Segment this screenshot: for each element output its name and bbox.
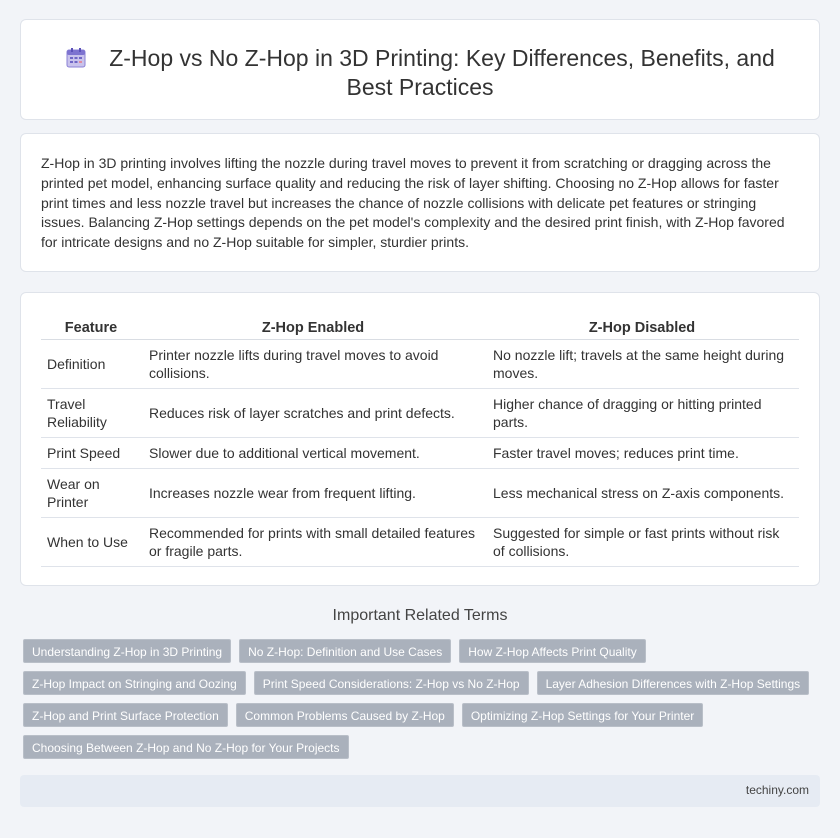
enabled-cell: Slower due to additional vertical movement.	[141, 437, 485, 468]
footer	[20, 775, 820, 807]
enabled-cell: Printer nozzle lifts during travel moves to avoid collisions.	[141, 339, 485, 388]
related-term-tag[interactable]: No Z-Hop: Definition and Use Cases	[239, 639, 451, 663]
table-row	[41, 339, 799, 388]
table-row	[41, 437, 799, 468]
tag-row	[23, 735, 803, 759]
disabled-cell: No nozzle lift; travels at the same height during moves.	[485, 339, 799, 388]
feature-cell: Definition	[41, 339, 141, 388]
tag-row	[23, 703, 803, 727]
enabled-cell: Increases nozzle wear from frequent lifting.	[141, 468, 485, 517]
related-term-tag[interactable]: Layer Adhesion Differences with Z-Hop Settings	[537, 671, 810, 695]
disabled-cell: Less mechanical stress on Z-axis components.	[485, 468, 799, 517]
disabled-cell: Suggested for simple or fast prints without risk of collisions.	[485, 517, 799, 566]
feature-cell: Print Speed	[41, 437, 141, 468]
tag-row	[23, 639, 803, 663]
related-term-tag[interactable]: Print Speed Considerations: Z-Hop vs No Z-Hop	[254, 671, 529, 695]
page-title: Z-Hop vs No Z-Hop in 3D Printing: Key Differences, Benefits, and Best Practices	[109, 45, 775, 100]
feature-cell: When to Use	[41, 517, 141, 566]
table-header-row	[41, 313, 799, 339]
enabled-cell: Reduces risk of layer scratches and print defects.	[141, 388, 485, 437]
related-term-tag[interactable]: Understanding Z-Hop in 3D Printing	[23, 639, 231, 663]
footer-site-link[interactable]: techiny.com	[745, 783, 809, 797]
comparison-card	[20, 292, 820, 586]
page-title-wrap	[51, 44, 789, 102]
table-row	[41, 468, 799, 517]
intro-card	[20, 133, 820, 272]
related-term-tag[interactable]: How Z-Hop Affects Print Quality	[459, 639, 646, 663]
related-terms-heading: Important Related Terms	[332, 607, 508, 624]
table-row	[41, 517, 799, 566]
related-term-tag[interactable]: Choosing Between Z-Hop and No Z-Hop for Your Projects	[23, 735, 349, 759]
enabled-cell: Recommended for prints with small detailed features or fragile parts.	[141, 517, 485, 566]
intro-paragraph: Z-Hop in 3D printing involves lifting the nozzle during travel moves to prevent it from scratching or dragging across the printed pet model, enhancing surface quality and reducing the risk of layer shifting. Choosing no Z-Hop allows for faster print times and less nozzle travel but increases the chance of nozzle collisions with delicate pet features or stringing issues. Balancing Z-Hop settings depends on the pet model's complexity and the desired print finish, with Z-Hop favored for intricate designs and no Z-Hop suitable for simpler, sturdier prints.	[41, 155, 785, 251]
related-term-tag[interactable]: Z-Hop Impact on Stringing and Oozing	[23, 671, 246, 695]
column-header-enabled: Z-Hop Enabled	[141, 313, 485, 339]
tag-row	[23, 671, 803, 695]
column-header-feature: Feature	[41, 313, 141, 339]
disabled-cell: Faster travel moves; reduces print time.	[485, 437, 799, 468]
comparison-table	[41, 313, 799, 567]
column-header-disabled: Z-Hop Disabled	[485, 313, 799, 339]
feature-cell: Travel Reliability	[41, 388, 141, 437]
table-row	[41, 388, 799, 437]
disabled-cell: Higher chance of dragging or hitting printed parts.	[485, 388, 799, 437]
related-term-tag[interactable]: Z-Hop and Print Surface Protection	[23, 703, 228, 727]
feature-cell: Wear on Printer	[41, 468, 141, 517]
related-terms-list	[23, 639, 803, 767]
related-term-tag[interactable]: Optimizing Z-Hop Settings for Your Printer	[462, 703, 703, 727]
calendar-icon	[65, 47, 87, 69]
related-term-tag[interactable]: Common Problems Caused by Z-Hop	[236, 703, 454, 727]
title-card	[20, 19, 820, 120]
